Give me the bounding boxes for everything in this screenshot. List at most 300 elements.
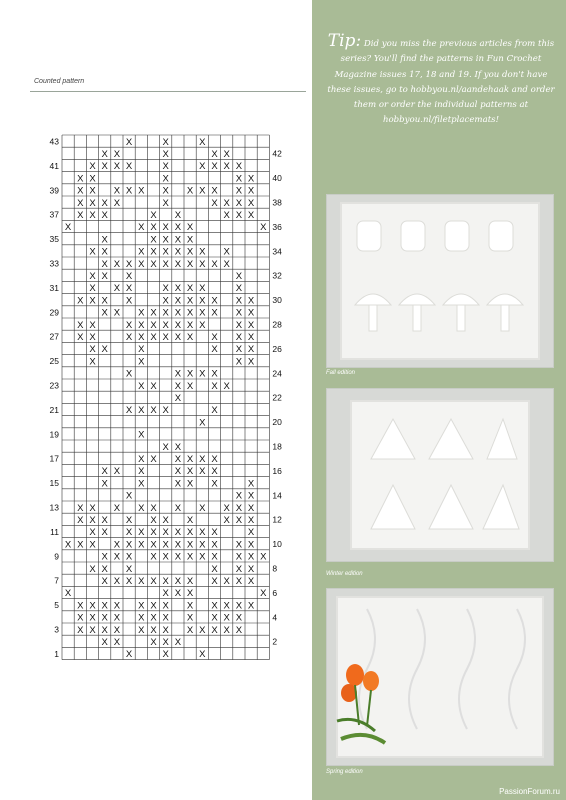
fall-placemat-image [327,195,553,367]
stitch-mark: X [89,246,96,258]
stitch-mark: X [174,283,182,295]
stitch-mark: X [64,222,72,234]
row-number-right: 24 [272,368,282,379]
stitch-mark: X [150,539,157,551]
stitch-mark: X [89,600,96,612]
winter-placemat-image [327,389,553,561]
winter-edition-photo [326,388,554,562]
spring-caption: Spring edition [326,769,363,775]
stitch-mark: X [150,624,157,636]
stitch-mark: X [138,185,145,197]
stitch-mark: X [101,514,108,526]
tip-heading: Tip: [327,31,362,51]
stitch-mark: X [101,197,108,209]
stitch-mark: X [101,270,108,282]
stitch-mark: X [125,319,133,331]
stitch-mark: X [162,283,169,295]
section-divider [30,91,306,92]
stitch-mark: X [223,502,230,514]
stitch-mark: X [101,258,108,270]
row-number-right: 30 [272,295,282,306]
stitch-mark: X [125,331,133,343]
stitch-mark: X [113,612,121,624]
stitch-mark: X [211,295,218,307]
stitch-mark: X [150,405,157,417]
stitch-mark: X [186,588,194,600]
stitch-mark: X [186,453,194,465]
stitch-mark: X [211,624,218,636]
stitch-mark: X [89,283,96,295]
stitch-mark: X [113,197,121,209]
stitch-mark: X [247,551,255,563]
stitch-mark: X [235,270,243,282]
row-number-left: 41 [49,160,59,171]
stitch-mark: X [89,161,96,173]
stitch-mark: X [138,246,145,258]
stitch-mark: X [223,209,230,221]
stitch-mark: X [247,527,255,539]
stitch-mark: X [101,527,108,539]
stitch-mark: X [235,161,243,173]
stitch-mark: X [260,588,267,600]
stitch-mark: X [211,405,218,417]
stitch-mark: X [125,551,133,563]
stitch-mark: X [77,319,84,331]
stitch-mark: X [162,148,169,160]
row-number-left: 7 [54,575,59,586]
stitch-mark: X [162,295,169,307]
fall-caption: Fall edition [326,370,356,376]
stitch-mark: X [235,295,243,307]
stitch-mark: X [89,185,96,197]
stitch-mark: X [162,234,169,246]
stitch-mark: X [174,575,182,587]
stitch-mark: X [77,612,84,624]
row-number-right: 12 [272,514,282,525]
stitch-mark: X [138,600,145,612]
stitch-mark: X [211,331,218,343]
stitch-mark: X [260,551,267,563]
row-number-left: 39 [49,185,59,196]
stitch-mark: X [235,185,243,197]
stitch-mark: X [211,453,218,465]
stitch-mark: X [247,356,255,368]
stitch-mark: X [101,624,108,636]
stitch-mark: X [101,246,108,258]
stitch-mark: X [89,331,96,343]
stitch-mark: X [113,636,121,648]
row-number-left: 35 [49,234,59,245]
stitch-mark: X [174,222,182,234]
stitch-mark: X [113,283,121,295]
stitch-mark: X [223,161,230,173]
row-number-right: 22 [272,392,282,403]
stitch-mark: X [113,575,121,587]
stitch-mark: X [89,295,96,307]
stitch-mark: X [89,527,96,539]
stitch-mark: X [113,307,121,319]
stitch-mark: X [138,258,145,270]
stitch-mark: X [101,478,108,490]
stitch-mark: X [113,539,121,551]
stitch-mark: X [199,551,206,563]
stitch-mark: X [125,514,133,526]
stitch-mark: X [223,148,230,160]
stitch-mark: X [138,405,145,417]
stitch-mark: X [138,344,145,356]
stitch-mark: X [247,344,255,356]
row-number-left: 5 [54,600,59,611]
stitch-mark: X [150,246,157,258]
stitch-mark: X [211,600,218,612]
stitch-mark: X [150,612,157,624]
stitch-mark: X [162,197,169,209]
stitch-mark: X [101,600,108,612]
stitch-mark: X [186,295,194,307]
stitch-mark: X [125,368,133,380]
stitch-mark: X [174,453,182,465]
stitch-mark: X [235,600,243,612]
stitch-mark: X [235,173,243,185]
spring-placemat-image [327,589,553,765]
stitch-mark: X [162,612,169,624]
stitch-mark: X [89,356,96,368]
stitch-mark: X [89,344,96,356]
stitch-mark: X [77,209,84,221]
stitch-mark: X [174,527,182,539]
stitch-mark: X [101,209,108,221]
stitch-mark: X [235,612,243,624]
stitch-mark: X [89,173,96,185]
stitch-mark: X [89,270,96,282]
stitch-mark: X [125,295,133,307]
row-number-right: 40 [272,173,282,184]
stitch-mark: X [89,197,96,209]
fall-edition-photo [326,194,554,368]
row-number-left: 15 [49,478,59,489]
stitch-mark: X [247,502,255,514]
stitch-mark: X [125,270,133,282]
stitch-mark: X [174,331,182,343]
stitch-mark: X [174,588,182,600]
stitch-mark: X [174,246,182,258]
stitch-mark: X [162,441,169,453]
stitch-mark: X [138,478,145,490]
stitch-mark: X [199,319,206,331]
stitch-mark: X [150,331,157,343]
stitch-mark: X [211,307,218,319]
stitch-mark: X [77,502,84,514]
stitch-mark: X [174,392,182,404]
stitch-mark: X [150,209,157,221]
stitch-mark: X [186,331,194,343]
row-number-right: 8 [272,563,278,574]
stitch-mark: X [199,307,206,319]
row-number-right: 4 [272,612,278,623]
stitch-mark: X [247,209,255,221]
stitch-mark: X [125,563,133,575]
stitch-mark: X [186,624,194,636]
row-number-right: 18 [272,441,282,452]
stitch-mark: X [162,551,169,563]
stitch-mark: X [150,551,157,563]
stitch-mark: X [162,136,169,148]
stitch-mark: X [174,539,182,551]
stitch-mark: X [162,185,169,197]
stitch-mark: X [223,624,230,636]
stitch-mark: X [199,453,206,465]
stitch-mark: X [186,551,194,563]
row-number-left: 11 [50,526,59,537]
stitch-mark: X [89,612,96,624]
stitch-mark: X [125,161,133,173]
tip-box [324,31,558,129]
stitch-mark: X [89,539,96,551]
stitch-mark: X [174,466,182,478]
stitch-mark: X [162,575,169,587]
stitch-mark: X [211,368,218,380]
row-number-left: 31 [49,282,59,293]
stitch-mark: X [223,246,230,258]
stitch-mark: X [211,539,218,551]
stitch-mark: X [247,563,255,575]
stitch-mark: X [186,222,194,234]
stitch-mark: X [211,478,218,490]
stitch-mark: X [199,502,206,514]
stitch-mark: X [113,502,121,514]
spring-edition-photo [326,588,554,766]
stitch-mark: X [174,319,182,331]
stitch-mark: X [174,502,182,514]
row-number-left: 33 [49,258,59,269]
stitch-mark: X [89,563,96,575]
footer-watermark: PassionForum.ru [499,787,560,796]
stitch-mark: X [77,624,84,636]
stitch-mark: X [162,246,169,258]
stitch-mark: X [235,344,243,356]
stitch-mark: X [199,466,206,478]
stitch-mark: X [162,539,169,551]
stitch-mark: X [247,600,255,612]
stitch-mark: X [223,612,230,624]
stitch-mark: X [174,368,182,380]
stitch-mark: X [199,246,206,258]
stitch-mark: X [162,588,169,600]
stitch-mark: X [138,319,145,331]
row-number-left: 17 [49,453,59,464]
stitch-mark: X [223,197,230,209]
stitch-mark: X [89,514,96,526]
stitch-mark: X [186,258,194,270]
stitch-mark: X [101,234,108,246]
stitch-mark: X [235,209,243,221]
stitch-mark: X [138,466,145,478]
stitch-mark: X [260,222,267,234]
stitch-mark: X [150,234,157,246]
stitch-mark: X [235,539,243,551]
stitch-mark: X [150,319,157,331]
stitch-mark: X [101,161,108,173]
stitch-mark: X [150,380,157,392]
stitch-mark: X [247,173,255,185]
stitch-mark: X [211,197,218,209]
stitch-mark: X [162,624,169,636]
stitch-mark: X [199,649,206,661]
stitch-mark: X [101,563,108,575]
stitch-mark: X [235,514,243,526]
stitch-mark: X [162,514,169,526]
tip-sidebar [312,0,566,800]
stitch-mark: X [162,161,169,173]
stitch-mark: X [162,649,169,661]
stitch-mark: X [235,624,243,636]
stitch-mark: X [247,478,255,490]
stitch-mark: X [211,551,218,563]
stitch-mark: X [77,185,84,197]
stitch-mark: X [150,575,157,587]
stitch-mark: X [223,258,230,270]
row-number-right: 42 [272,148,282,159]
stitch-mark: X [186,527,194,539]
section-label: Counted pattern [34,78,85,85]
stitch-mark: X [235,319,243,331]
row-number-left: 19 [49,429,59,440]
stitch-mark: X [101,295,108,307]
stitch-mark: X [235,356,243,368]
stitch-mark: X [235,283,243,295]
stitch-mark: X [125,490,133,502]
stitch-mark: X [223,600,230,612]
stitch-mark: X [247,197,255,209]
stitch-mark: X [235,197,243,209]
stitch-mark: X [223,514,230,526]
row-number-left: 25 [49,356,59,367]
stitch-mark: X [199,283,206,295]
row-number-right: 28 [272,319,282,330]
stitch-mark: X [174,636,182,648]
stitch-mark: X [223,380,230,392]
stitch-mark: X [174,295,182,307]
stitch-mark: X [162,600,169,612]
stitch-mark: X [186,307,194,319]
stitch-mark: X [101,466,108,478]
stitch-mark: X [235,551,243,563]
stitch-mark: X [125,258,133,270]
stitch-mark: X [138,380,145,392]
row-number-left: 37 [49,209,59,220]
stitch-mark: X [89,624,96,636]
stitch-mark: X [162,405,169,417]
stitch-mark: X [211,161,218,173]
stitch-mark: X [211,258,218,270]
stitch-mark: X [211,563,218,575]
row-number-right: 20 [272,417,282,428]
stitch-mark: X [150,453,157,465]
stitch-mark: X [162,319,169,331]
stitch-mark: X [150,502,157,514]
stitch-mark: X [101,636,108,648]
stitch-mark: X [247,490,255,502]
stitch-mark: X [125,539,133,551]
stitch-mark: X [223,575,230,587]
stitch-mark: X [113,185,121,197]
stitch-mark: X [199,624,206,636]
stitch-mark: X [247,185,255,197]
stitch-mark: X [199,161,206,173]
stitch-mark: X [113,466,121,478]
stitch-mark: X [77,539,84,551]
row-number-left: 3 [54,624,59,635]
stitch-mark: X [138,429,145,441]
stitch-mark: X [125,136,133,148]
row-number-right: 2 [272,636,278,647]
stitch-mark: X [138,527,145,539]
stitch-mark: X [186,185,194,197]
row-number-left: 21 [49,404,59,415]
stitch-mark: X [125,405,133,417]
stitch-mark: X [162,331,169,343]
stitch-mark: X [138,356,145,368]
stitch-mark: X [162,636,169,648]
stitch-mark: X [77,514,84,526]
stitch-mark: X [174,234,182,246]
stitch-mark: X [235,563,243,575]
stitch-mark: X [150,258,157,270]
stitch-mark: X [186,612,194,624]
stitch-mark: X [150,527,157,539]
stitch-mark: X [125,185,133,197]
stitch-mark: X [174,307,182,319]
stitch-mark: X [247,539,255,551]
stitch-mark: X [101,307,108,319]
stitch-mark: X [113,624,121,636]
stitch-mark: X [247,307,255,319]
stitch-mark: X [186,478,194,490]
stitch-mark: X [211,380,218,392]
stitch-mark: X [138,331,145,343]
stitch-mark: X [235,331,243,343]
stitch-mark: X [186,380,194,392]
stitch-mark: X [77,295,84,307]
stitch-mark: X [211,466,218,478]
stitch-mark: X [211,527,218,539]
row-number-right: 14 [272,490,282,501]
stitch-mark: X [186,283,194,295]
row-number-left: 27 [49,331,59,342]
row-number-left: 43 [49,136,59,147]
stitch-mark: X [125,649,133,661]
stitch-mark: X [138,612,145,624]
stitch-mark: X [101,148,108,160]
stitch-mark: X [150,600,157,612]
tip-text: Did you miss the previous articles from this series? You'll find the patterns in Fun Crochet Magazine issues 17, 18 and 19. If you don't have these issues, go to hobbyou.nl/aandehaak and order them or order the individual patterns at hobbyou.nl/filetplacemats! [327,39,555,126]
stitch-mark: X [64,539,72,551]
stitch-mark: X [150,514,157,526]
stitch-mark: X [101,344,108,356]
stitch-mark: X [186,319,194,331]
stitch-mark: X [138,624,145,636]
stitch-mark: X [186,234,194,246]
stitch-mark: X [247,514,255,526]
stitch-mark: X [235,490,243,502]
row-number-left: 1 [54,648,59,659]
stitch-mark: X [235,575,243,587]
stitch-mark: X [186,600,194,612]
stitch-mark: X [138,539,145,551]
stitch-mark: X [186,575,194,587]
pattern-grid [40,131,290,671]
stitch-mark: X [174,551,182,563]
